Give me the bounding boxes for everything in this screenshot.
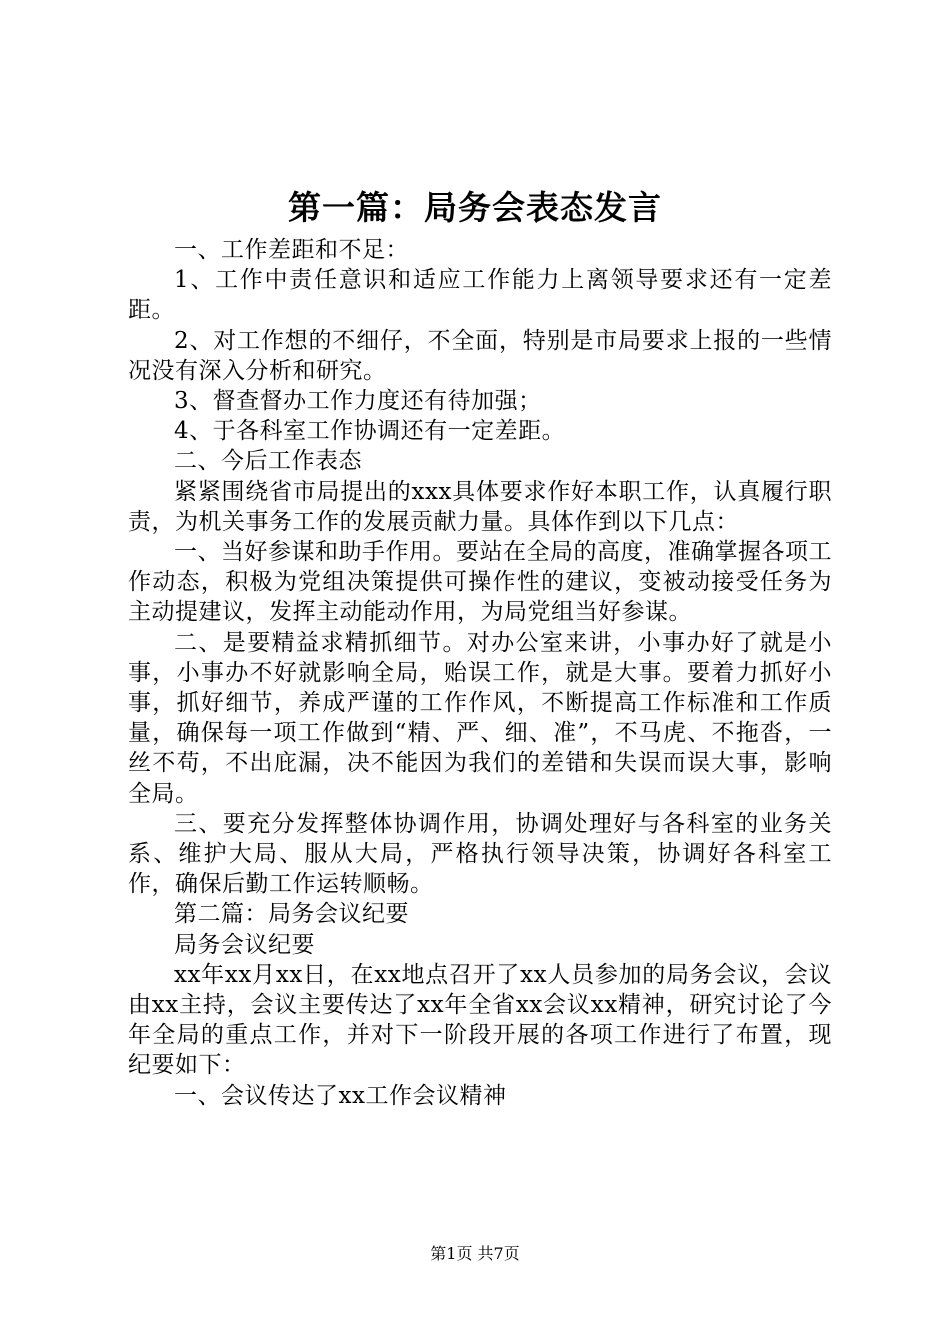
paragraph: 二、是要精益求精抓细节。对办公室来讲，小事办好了就是小事，小事办不好就影响全局，贻误工作，就是大事。要着力抓好小事，抓好细节，养成严谨的工作作风，不断提高工作标准和工作质量，确保每一项工作做到“精、严、细、准”，不马虎、不拖沓，一丝不苟，不出庇漏，决不能因为我们的差错和失误而误大事，影响全局。 (128, 629, 832, 807)
document-title: 第一篇：局务会表态发言 (288, 188, 662, 227)
paragraph: 二、今后工作表态 (174, 448, 362, 475)
paragraph: xx年xx月xx日，在xx地点召开了xx人员参加的局务会议，会议由xx主持，会议主要传达了xx年全省xx会议xx精神，研究讨论了今年全局的重点工作，并对下一阶段开展的各项工作进行了布置，现纪要如下： (128, 961, 832, 1079)
paragraph: 2、对工作想的不细仔，不全面，特别是市局要求上报的一些情况没有深入分析和研究。 (128, 327, 832, 384)
page-footer: 第1页 共7页 (430, 1244, 520, 1263)
paragraph: 一、工作差距和不足： (174, 237, 409, 263)
subheading: 局务会议纪要 (174, 931, 315, 958)
paragraph: 4、于各科室工作协调还有一定差距。 (174, 418, 566, 445)
section-heading: 第二篇：局务会议纪要 (174, 901, 409, 928)
paragraph: 一、当好参谋和助手作用。要站在全局的高度，准确掌握各项工作动态，积极为党组决策提供可操作性的建议，变被动接受任务为主动提建议，发挥主动能动作用，为局党组当好参谋。 (128, 539, 832, 626)
paragraph: 紧紧围绕省市局提出的xxx具体要求作好本职工作，认真履行职责，为机关事务工作的发展贡献力量。具体作到以下几点： (128, 478, 832, 535)
paragraph: 1、工作中责任意识和适应工作能力上离领导要求还有一定差距。 (128, 267, 832, 324)
paragraph: 一、会议传达了xx工作会议精神 (174, 1082, 507, 1109)
paragraph: 三、要充分发挥整体协调作用，协调处理好与各科室的业务关系、维护大局、服从大局，严格执行领导决策，协调好各科室工作，确保后勤工作运转顺畅。 (128, 810, 832, 898)
paragraph: 3、督查督办工作力度还有待加强； (174, 388, 542, 415)
document-body (128, 235, 832, 1111)
